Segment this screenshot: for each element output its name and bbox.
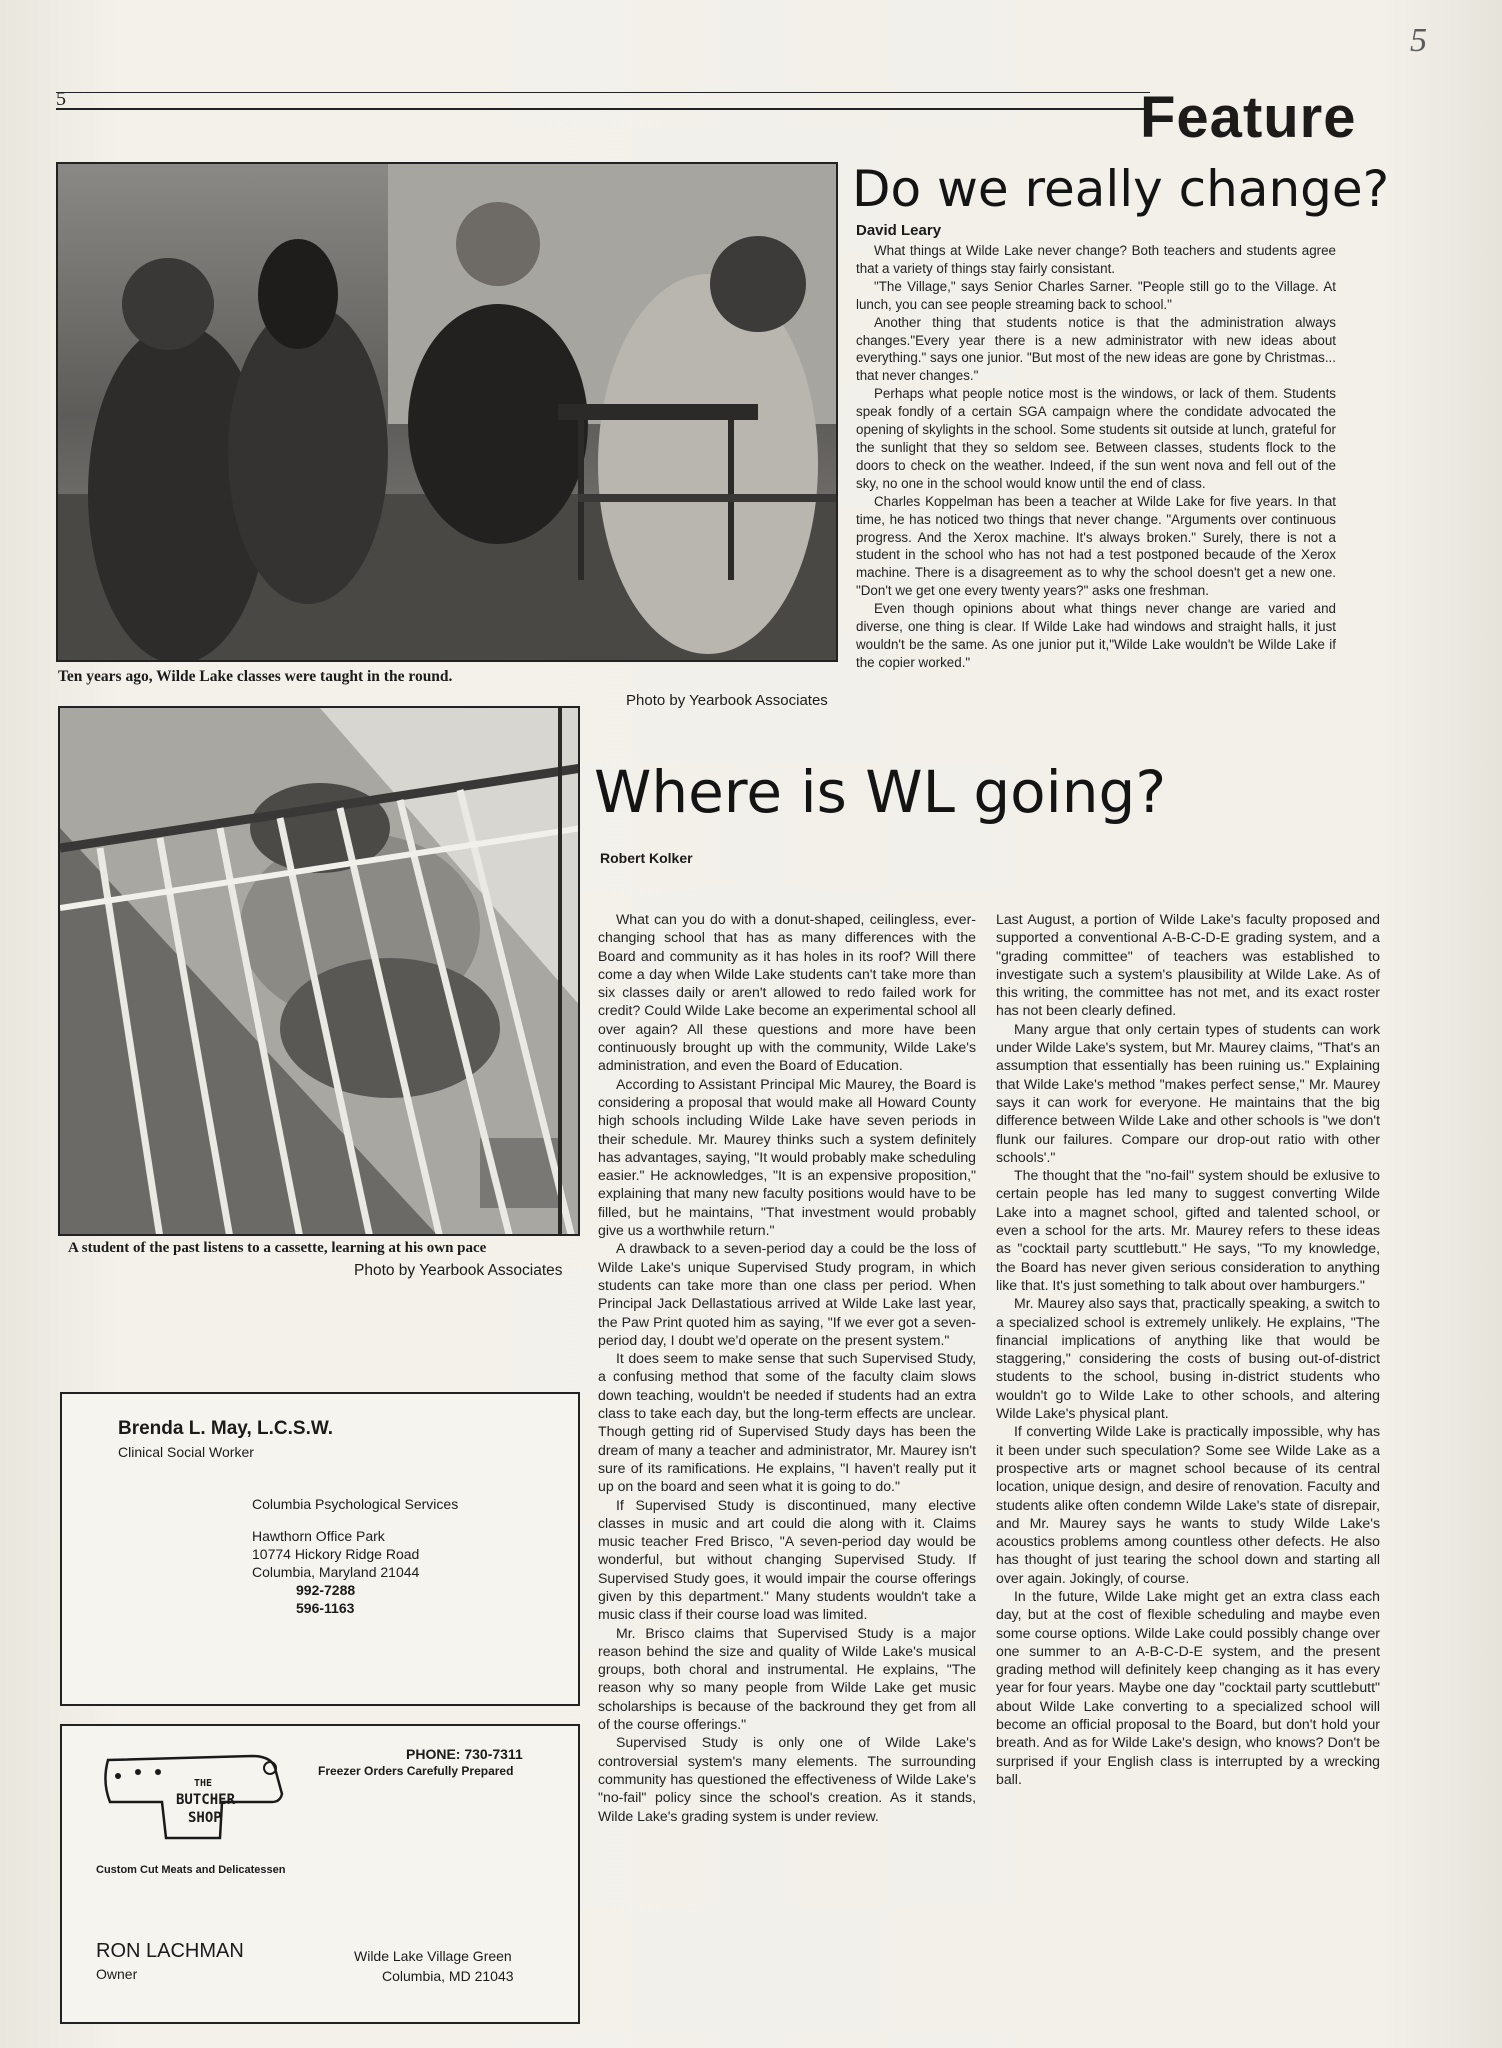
paragraph: Supervised Study is only one of Wilde Lake's controversial system's many elements. The surrounding community has questioned the effectiveness of Wilde Lake's "no-fail" policy since the school's creation. As it stands, Wilde Lake's grading system is under review.: [598, 1734, 976, 1824]
paragraph: What can you do with a donut-shaped, ceilingless, ever-changing school that has as many differences with the Board and community as it has holes in its roof? Will there come a day when Wilde Lake students can't take more than six classes daily or aren't allowed to redo failed work for credit? Could Wilde Lake become an experimental school all over again? All these questions and more have been continuously brought up with the community, Wilde Lake's administration, and even the Board of Education.: [598, 911, 976, 1074]
ad-name: Brenda L. May, L.C.S.W.: [118, 1418, 334, 1439]
ad-owner-name: RON LACHMAN: [96, 1940, 244, 1962]
section-header: Feature: [1140, 85, 1357, 150]
ad-location: Columbia, MD 21043: [382, 1968, 514, 1984]
paragraph: What things at Wilde Lake never change? Both teachers and students agree that a variety of things stay fairly consistant.: [856, 243, 1336, 276]
ad-organization: Columbia Psychological Services: [252, 1496, 459, 1512]
ad-phone: 992-7288: [296, 1582, 356, 1598]
ad-address: 10774 Hickory Ridge Road: [252, 1546, 420, 1562]
logo-text: THE: [194, 1778, 213, 1789]
article-body: [856, 242, 1336, 672]
paragraph: "The Village," says Senior Charles Sarner. "People still go to the Village. At lunch, you can see people streaming back to school.": [856, 278, 1336, 312]
paragraph: If Supervised Study is discontinued, many elective classes in music and art could die along with it. Claims music teacher Fred Brisco, "A seven-period day would be wonderful, but without changing Supervised Study. If Supervised Study goes, it would impair the course offerings given by this department." Many students wouldn't take a music class if their course load was limited.: [598, 1496, 976, 1623]
article-byline: David Leary: [856, 222, 942, 239]
margin-mark: 5: [1410, 22, 1427, 59]
photo-credit: Photo by Yearbook Associates: [354, 1262, 563, 1279]
article-column: [996, 910, 1380, 1788]
photo-caption: Ten years ago, Wilde Lake classes were taught in the round.: [58, 668, 453, 685]
ad-specialty: Custom Cut Meats and Delicatessen: [96, 1864, 286, 1876]
paragraph: In the future, Wilde Lake might get an extra class each day, but at the cost of flexible scheduling and maybe even some course options. Wilde Lake could possibly change over one summer to an A-B-C-D-E system, and the present grading method will definitely keep changing as it has every year for four years. Maybe one day "cocktail party scuttlebutt" about Wilde Lake converting to a specialized school will become an official proposal to the Board, but don't hold your breath. And as for Wilde Lake's design, who knows? Don't be surprised if your English class is interrupted by a wrecking ball.: [996, 1587, 1380, 1787]
paragraph: Perhaps what people notice most is the windows, or lack of them. Students speak fondly of a certain SGA campaign where the condidate advocated the opening of skylights in the school. Some students sit outside at lunch, grateful for the sunlight that they so seldom see. Between classes, students flock to the doors to check on the weather. Indeed, if the sun went nova and fell out of the sky, no one in the school would know until the end of class.: [856, 386, 1336, 491]
paragraph: If converting Wilde Lake is practically impossible, why has it been under such speculation? Some see Wilde Lake as a prospective arts or magnet school because of its central location, unique design, and desire of renovation. Faculty and students alike often condemn Wilde Lake's state of disrepair, and Mr. Maurey says he wants to study Wilde Lake's acoustics problems among countless other defects. He also has thought of just tearing the school down and starting all over again. Jokingly, of course.: [996, 1423, 1380, 1586]
photo-caption: A student of the past listens to a cassette, learning at his own pace: [68, 1240, 487, 1256]
header-rule: [56, 108, 1150, 110]
paragraph: Charles Koppelman has been a teacher at Wilde Lake for five years. In that time, he has noticed two things that never change. "Arguments over continuous progress. And the Xerox machine. It's always broken." Surely, there is not a student in the school who has not had a test postponed becaude of the Xerox machine. There is a disagreement as to why the school doesn't get a new one. "Don't we get one every twenty years?" asks one freshman.: [856, 493, 1336, 599]
ad-address: Columbia, Maryland 21044: [252, 1564, 420, 1580]
article-byline: Robert Kolker: [600, 850, 693, 866]
ad-address: Hawthorn Office Park: [252, 1528, 385, 1544]
article-headline: Where is WL going?: [594, 758, 1167, 826]
ad-phone: PHONE: 730-7311: [406, 1746, 523, 1762]
paragraph: Mr. Brisco claims that Supervised Study is a major reason behind the size and quality of Wilde Lake's musical groups, both choral and instrumental. He explains, "The reason why so many people from Wilde Lake get music scholarships is because of the backround they get from all of the course offerings.": [598, 1624, 976, 1733]
paragraph: Mr. Maurey also says that, practically speaking, a switch to a specialized school is extremely unlikely. He explains, "The financial implications of anything like that would be staggering," considering the costs of busing out-of-district students to the school, busing in-district students who wouldn't go to Wilde Lake to other schools, and altering Wilde Lake's physical plant.: [996, 1295, 1380, 1422]
page-number: 5: [56, 88, 66, 110]
advertisement-butcher-shop: [60, 1724, 580, 2024]
paragraph: It does seem to make sense that such Supervised Study, a confusing method that some of the faculty claim slows down teaching, wouldn't be needed if students had an extra class to take each day, but the long-term effects are unclear. Though getting rid of Supervised Study days has been the dream of many a teacher and administrator, Mr. Maurey isn't sure of its ramifications. He explains, "I haven't really put it up on the board and seen what it is going to do.": [598, 1350, 976, 1495]
article-column: [598, 910, 976, 1825]
paragraph: The thought that the "no-fail" system should be exlusive to certain people has led many to suggest converting Wilde Lake into a magnet school, gifted and talented school, or even a school for the arts. Mr. Maurey refers to these ideas as "cocktail party scuttlebutt." He says, "To my knowledge, the Board has never given serious consideration to anything like that. It's just something to talk about over hamburgers.": [996, 1167, 1380, 1293]
ad-owner-title: Owner: [96, 1966, 138, 1982]
paragraph: According to Assistant Principal Mic Maurey, the Board is considering a proposal that would make all Howard County high schools including Wilde Lake have seven periods in their schedule. Mr. Maurey thinks such a system definitely has advantages, saying, "It would probably make scheduling easier." He acknowledges, "It is an expensive proposition," explaining that many new faculty positions would have to be filled, but he maintains, "That investment would probably give us a worthwhile return.": [598, 1075, 976, 1239]
classroom-photo: [56, 162, 838, 662]
paragraph: Last August, a portion of Wilde Lake's faculty proposed and supported a conventional A-B-C-D-E grading system, and a "grading committee" of teachers was established to investigate such a system's plausibility at Wilde Lake. As of this writing, the committee has not met, and its exact roster has not been clearly defined.: [996, 911, 1380, 1019]
ad-title: Clinical Social Worker: [118, 1444, 254, 1460]
ad-phone: 596-1163: [296, 1600, 355, 1616]
ad-tagline: Freezer Orders Carefully Prepared: [318, 1764, 514, 1778]
paragraph: Even though opinions about what things never change are varied and diverse, one thing is clear. If Wilde Lake had windows and straight halls, it just wouldn't be the same. As one junior put it,"Wilde Lake wouldn't be Wilde Lake if the copier worked.": [856, 601, 1336, 670]
logo-text: SHOP: [188, 1810, 222, 1826]
paragraph: Another thing that students notice is that the administration always changes."Every year there is a new administrator with new ideas about everything." says one junior. "But most of the new ideas are gone by Christmas... that never changes.": [856, 314, 1336, 384]
stairwell-photo: [58, 706, 580, 1236]
paragraph: Many argue that only certain types of students can work under Wilde Lake's system, but Mr. Maurey claims, "That's an assumption that essentially has been ruining us." Explaining that Wilde Lake's method "makes perfect sense," Mr. Maurey says it can work for everyone. He maintains that the big difference between Wilde Lake and other schools is "we don't flunk our failures. Compare our drop-out ratio with other schools'.": [996, 1020, 1381, 1165]
photo-credit: Photo by Yearbook Associates: [626, 692, 828, 709]
header-rule: [56, 92, 1150, 93]
article-headline: Do we really change?: [852, 160, 1390, 218]
ad-location: Wilde Lake Village Green: [354, 1948, 512, 1964]
advertisement-counselor: [60, 1392, 580, 1706]
paragraph: A drawback to a seven-period day a could be the loss of Wilde Lake's unique Supervised Study program, in which students can take more than one class per period. When Principal Jack Dellastatious arrived at Wilde Lake last year, the Paw Print quoted him as saying, "If we ever got a seven-period day, I doubt we'd operate on the present system.": [598, 1240, 976, 1348]
logo-text: BUTCHER: [176, 1792, 236, 1808]
